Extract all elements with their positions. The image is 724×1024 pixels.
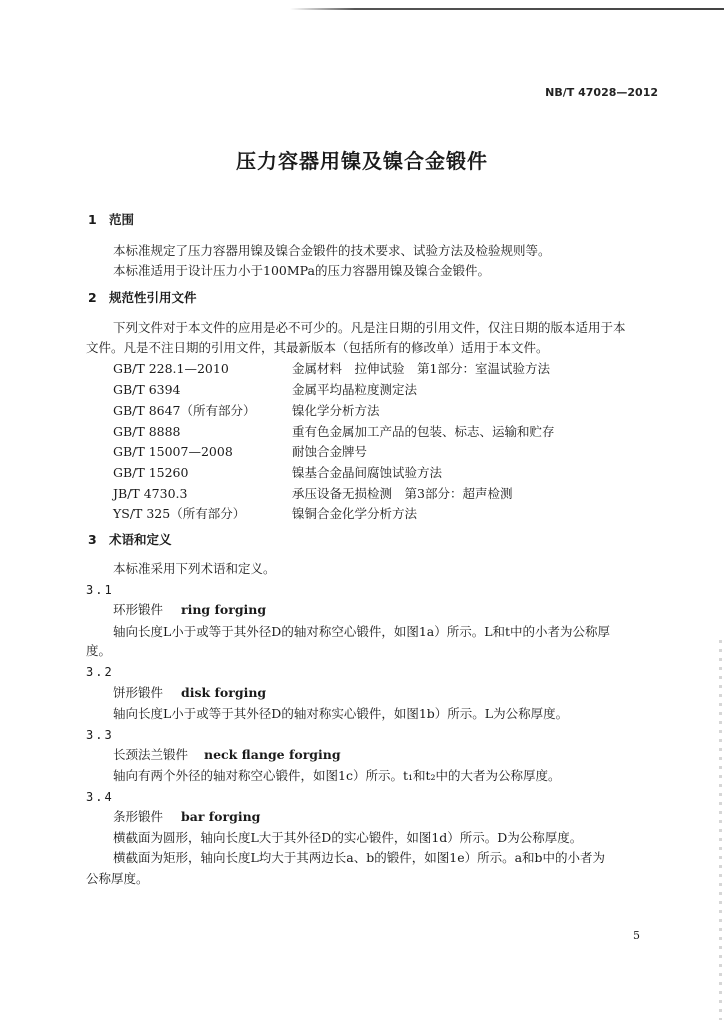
ref-code: GB/T 15260 <box>113 465 189 480</box>
term-definition: 轴向长度L小于或等于其外径D的轴对称空心锻件，如图1a）所示。L和t中的小者为公称厚 <box>113 624 611 639</box>
document-title: 压力容器用镍及镍合金锻件 <box>236 149 488 173</box>
section-2-number: 2 <box>88 290 97 305</box>
term-definition: 轴向长度L小于或等于其外径D的轴对称实心锻件，如图1b）所示。L为公称厚度。 <box>113 706 569 721</box>
ref-code: YS/T 325（所有部分） <box>113 506 246 521</box>
term-definition: 横截面为矩形，轴向长度L均大于其两边长a、b的锻件，如图1e）所示。a和b中的小者为 <box>113 850 606 865</box>
ref-name: 镍化学分析方法 <box>292 403 380 418</box>
term-definition: 横截面为圆形，轴向长度L大于其外径D的实心锻件，如图1d）所示。D为公称厚度。 <box>113 830 583 845</box>
scan-artifact-edge <box>719 640 722 1020</box>
term-english-name: bar forging <box>181 809 261 824</box>
ref-name: 金属材料 拉伸试验 第1部分：室温试验方法 <box>292 361 550 376</box>
section-2-title: 规范性引用文件 <box>109 290 197 305</box>
section-1-number: 1 <box>88 212 97 227</box>
term-chinese-name: 条形锻件 <box>113 809 164 824</box>
section-3-title: 术语和定义 <box>109 532 172 547</box>
ref-code: JB/T 4730.3 <box>113 486 188 501</box>
standard-code: NB/T 47028—2012 <box>545 86 658 99</box>
term-english-name: ring forging <box>181 602 267 617</box>
ref-code: GB/T 8647（所有部分） <box>113 403 256 418</box>
term-definition-continued: 公称厚度。 <box>86 871 149 886</box>
ref-code: GB/T 6394 <box>113 382 181 397</box>
term-number: 3.1 <box>86 583 114 597</box>
ref-name: 承压设备无损检测 第3部分：超声检测 <box>292 486 513 501</box>
section-3-intro: 本标准采用下列术语和定义。 <box>113 561 276 576</box>
section-2-intro-line-2: 文件。凡是不注日期的引用文件，其最新版本（包括所有的修改单）适用于本文件。 <box>86 340 549 355</box>
section-1-title: 范围 <box>109 212 135 227</box>
term-definition: 轴向有两个外径的轴对称空心锻件，如图1c）所示。t₁和t₂中的大者为公称厚度。 <box>113 768 561 783</box>
term-number: 3.3 <box>86 728 114 742</box>
section-2-intro-line-1: 下列文件对于本文件的应用是必不可少的。凡是注日期的引用文件，仅注日期的版本适用于本 <box>113 320 626 335</box>
term-number: 3.4 <box>86 790 114 804</box>
section-1-paragraph-2: 本标准适用于设计压力小于100MPa的压力容器用镍及镍合金锻件。 <box>113 263 490 278</box>
term-english-name: neck flange forging <box>204 747 341 762</box>
term-chinese-name: 环形锻件 <box>113 602 164 617</box>
term-chinese-name: 饼形锻件 <box>113 685 164 700</box>
term-number: 3.2 <box>86 665 114 679</box>
ref-name: 重有色金属加工产品的包装、标志、运输和贮存 <box>292 424 555 439</box>
term-english-name: disk forging <box>181 685 267 700</box>
ref-name: 镍基合金晶间腐蚀试验方法 <box>292 465 443 480</box>
section-3-number: 3 <box>88 532 97 547</box>
term-chinese-name: 长颈法兰锻件 <box>113 747 189 762</box>
ref-code: GB/T 15007—2008 <box>113 444 233 459</box>
ref-code: GB/T 8888 <box>113 424 181 439</box>
term-definition-continued: 度。 <box>86 643 112 658</box>
ref-name: 耐蚀合金牌号 <box>292 444 368 459</box>
scan-artifact-top <box>290 8 724 10</box>
ref-name: 镍铜合金化学分析方法 <box>292 506 418 521</box>
page-number: 5 <box>633 929 640 942</box>
section-1-paragraph-1: 本标准规定了压力容器用镍及镍合金锻件的技术要求、试验方法及检验规则等。 <box>113 243 551 258</box>
ref-code: GB/T 228.1—2010 <box>113 361 229 376</box>
ref-name: 金属平均晶粒度测定法 <box>292 382 418 397</box>
